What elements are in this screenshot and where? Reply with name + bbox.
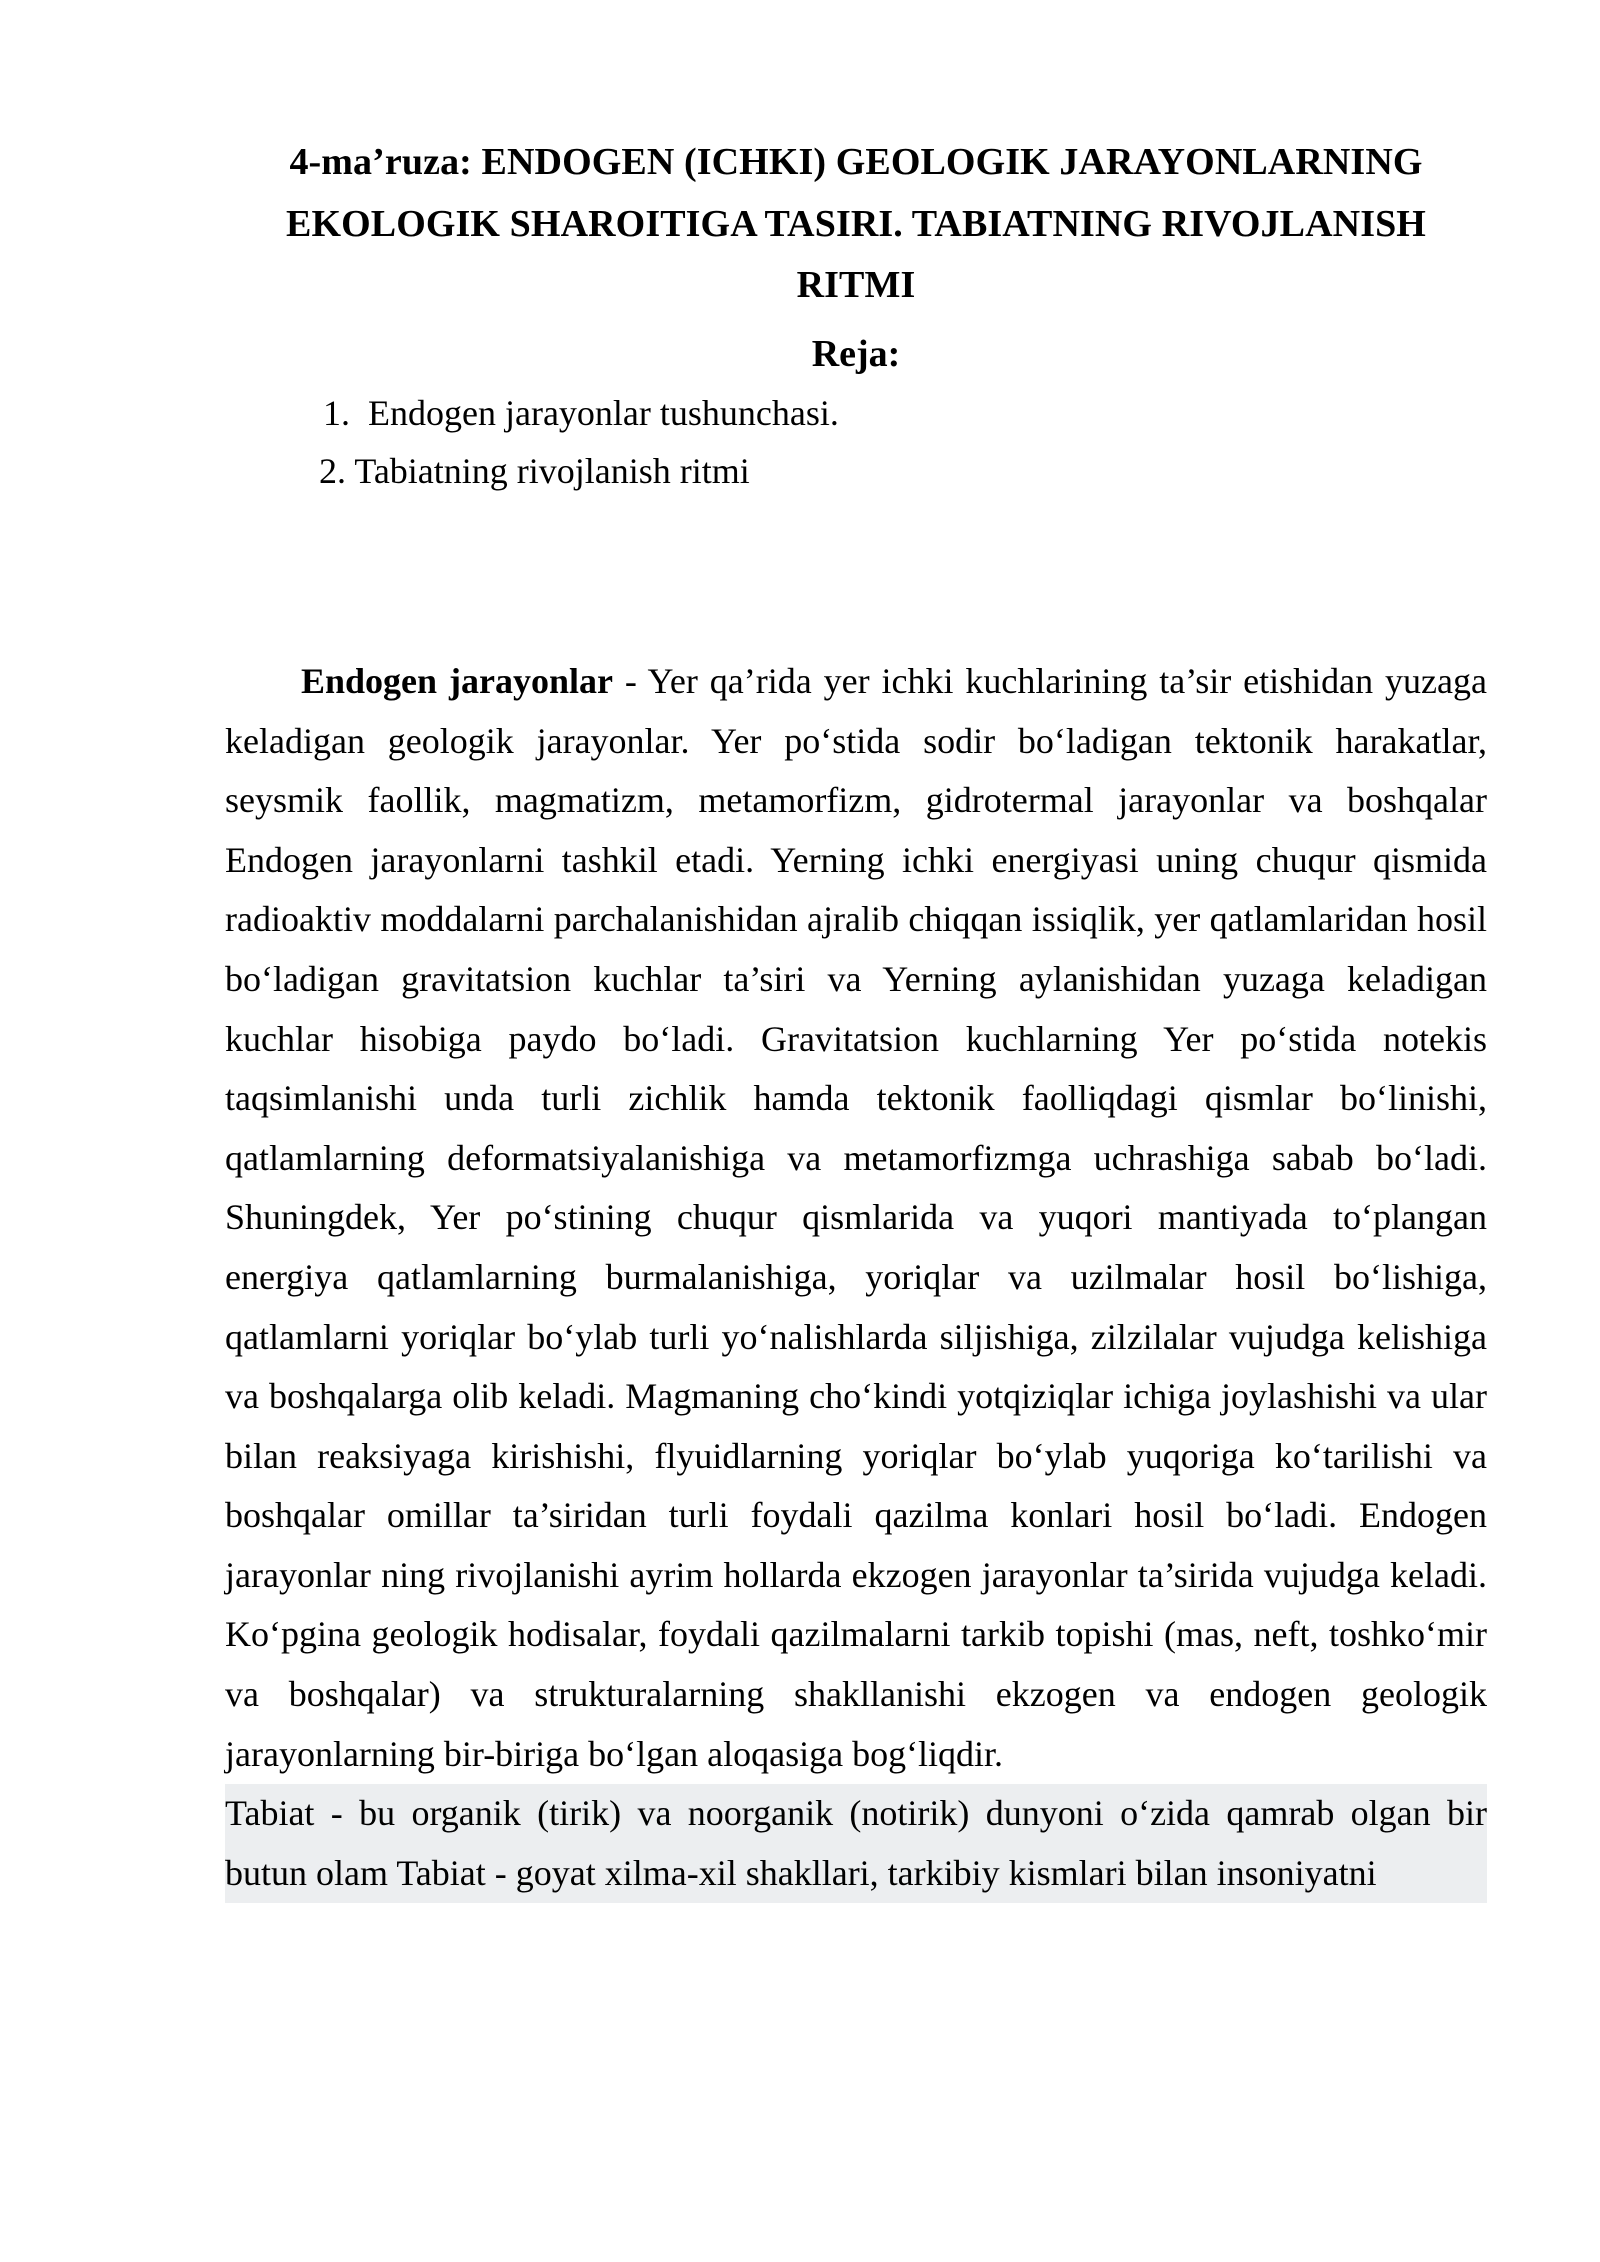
plan-list: [225, 384, 1487, 501]
section-spacer: [225, 500, 1487, 652]
plan-list-item-1: 1. Endogen jarayonlar tushunchasi.: [323, 392, 839, 433]
highlighted-paragraph-text: Tabiat - bu organik (tirik) va noorganik (notirik) dunyoni o‘zida qamrab olgan bir butun olam Tabiat - goyat xilma-xil shakllari, tarkibiy kismlari bilan insoniyatni: [225, 1793, 1487, 1893]
title-line-1: 4-ma’ruza: ENDOGEN (ICHKI) GEOLOGIK JARAYONLARNING: [289, 141, 1423, 183]
body-paragraph: [225, 652, 1487, 1784]
title-line-2: EKOLOGIK SHAROITIGA TASIRI. TABIATNING RIVOJLANISH: [286, 202, 1426, 245]
page-title: [225, 0, 1487, 317]
page-content: [225, 0, 1487, 1903]
body-lead-term: Endogen jarayonlar: [301, 661, 613, 702]
body-paragraph-text: - Yer qa’rida yer ichki kuchlarining ta’sir etishidan yuzaga keladigan geologik jarayonlar. Yer po‘stida sodir bo‘ladigan tektonik harakatlar, seysmik faollik, magmatizm, metamorfizm, gidrotermal jarayonlar va boshqalar Endogen jarayonlarni tashkil etadi. Yerning ichki energiyasi uning chuqur qismida radioaktiv moddalarni parchalanishidan ajralib chiqqan issiqlik, yer qatlamlaridan hosil bo‘ladigan gravitatsion kuchlar ta’siri va Yerning aylanishidan yuzaga keladigan kuchlar hisobiga paydo bo‘ladi. Gravitatsion kuchlarning Yer po‘stida notekis taqsimlanishi unda turli zichlik hamda tektonik faolliqdagi qismlar bo‘linishi, qatlamlarning deformatsiyalanishiga va metamorfizmga uchrashiga sabab bo‘ladi. Shuningdek, Yer po‘stining chuqur qismlarida va yuqori mantiyada to‘plangan energiya qatlamlarning burmalanishiga, yoriqlar va uzilmalar hosil bo‘lishiga, qatlamlarni yoriqlar bo‘ylab turli yo‘nalishlarda siljishiga, zilzilalar vujudga kelishiga va boshqalarga olib keladi. Magmaning cho‘kindi yotqiziqlar ichiga joylashishi va ular bilan reaksiyaga kirishishi, flyuidlarning yoriqlar bo‘ylab yuqoriga ko‘tarilishi va boshqalar omillar ta’siridan turli foydali qazilma konlari hosil bo‘ladi. Endogen jarayonlar ning rivojlanishi ayrim hollarda ekzogen jarayonlar ta’sirida vujudga keladi. Ko‘pgina geologik hodisalar, foydali qazilmalarni tarkib topishi (mas, neft, toshko‘mir va boshqalar) va strukturalarning shakllanishi ekzogen va endogen geologik jarayonlarning bir-biriga bo‘lgan aloqasiga bog‘liqdir.: [225, 661, 1487, 1774]
plan-list-item-2: 2. Tabiatning rivojlanish ritmi: [319, 450, 750, 491]
plan-heading: Reja:: [811, 332, 901, 375]
highlighted-paragraph: [225, 1784, 1487, 1903]
title-line-3: RITMI: [796, 264, 916, 307]
